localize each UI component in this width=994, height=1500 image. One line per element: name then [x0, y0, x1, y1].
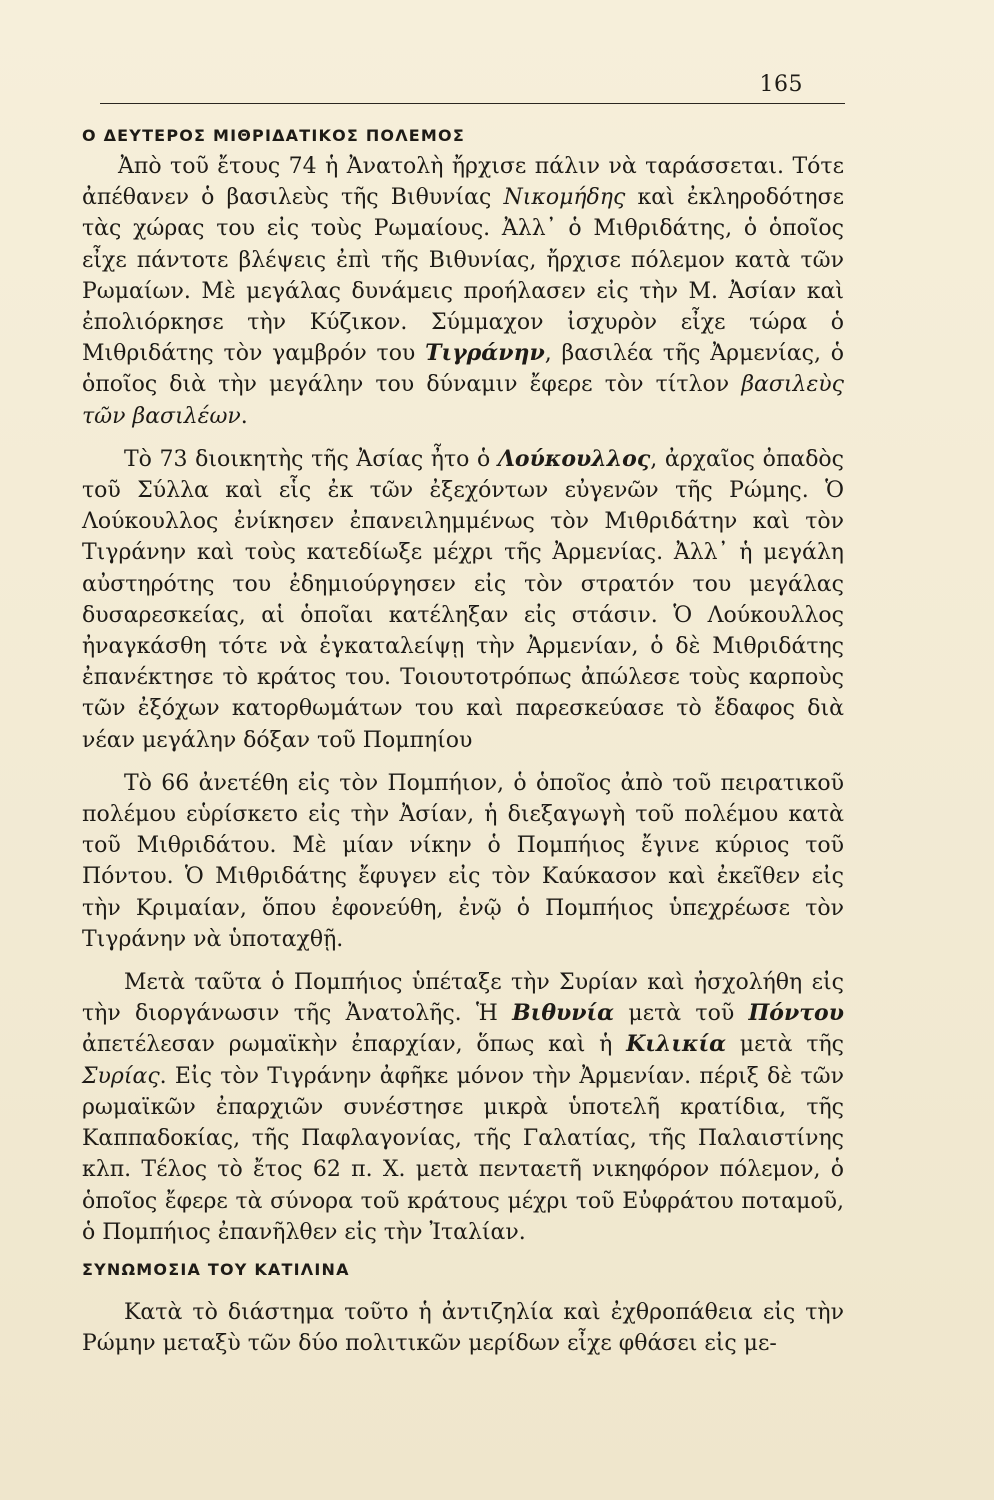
text-run: Τὸ 73 διοικητὴς τῆς Ἀσίας ἦτο ὁ	[124, 446, 498, 472]
text-run: Τὸ 66 ἀνετέθη εἰς τὸν Πομπήιον, ὁ ὁποῖος ἀπὸ τοῦ πειρατικοῦ πολέμου εὑρίσκετο εἰς τὴν Ἀσίαν, ἡ διεξαγωγὴ τοῦ πολέμου κατὰ τοῦ Μιθριδάτου. Μὲ μίαν νίκην ὁ Πομπήιος ἔγινε κύριος τοῦ Πόντου. Ὁ Μιθριδάτης ἔφυγεν εἰς τὸν Καύκασον καὶ ἐκεῖθεν εἰς τὴν Κριμαίαν, ὅπου ἐφονεύθη, ἐνῷ ὁ Πομπήιος ὑπεχρέωσε τὸν Τιγράνην νὰ ὑποταχθῇ.	[82, 770, 844, 952]
emphasized-text: Λούκουλλος	[497, 445, 651, 472]
text-run: , βασιλέα τῆς Ἀρμενίας, ὁ ὁποῖος διὰ τὴν μεγάλην του δύναμιν ἔφερε τὸν τίτλον	[82, 341, 844, 398]
text-run: , ἀρχαῖος ὀπαδὸς τοῦ Σύλλα καὶ εἷς ἐκ τῶν ἐξεχόντων εὐγενῶν τῆς Ρώμης. Ὁ Λούκουλλος ἐνίκησεν ἐπανειλημμένως τὸν Μιθριδάτην καὶ τὸν Τιγράνην καὶ τοὺς κατεδίωξε μέχρι τῆς Ἀρμενίας. Ἀλλ᾽ ἡ μεγάλη αὐστηρότης του ἐδημιούργησεν εἰς τὸν στρατόν του μεγάλας δυσαρεσκείας, αἱ ὁποῖαι κατέληξαν εἰς στάσιν. Ὁ Λούκουλλος ἠναγκάσθη τότε νὰ ἐγκαταλείψῃ τὴν Ἀρμενίαν, ὁ δὲ Μιθριδάτης ἐπανέκτησε τὸ κράτος του. Τοιουτοτρόπως ἀπώλεσε τοὺς καρποὺς τῶν ἐξόχων κατορθωμάτων του καὶ παρεσκεύασε τὸ ἔδαφος διὰ νέαν μεγάλην δόξαν τοῦ Πομπηίου	[82, 446, 845, 753]
page-header	[100, 70, 845, 104]
emphasized-text: Τιγράνην	[425, 340, 545, 367]
paragraph	[82, 768, 844, 955]
emphasized-text: Κιλικία	[626, 1031, 727, 1058]
emphasized-text: Συρίας	[82, 1063, 160, 1089]
text-run: ἀπετέλεσαν ρωμαϊκὴν ἐπαρχίαν, ὅπως καὶ ἡ	[82, 1032, 627, 1058]
page-number: 165	[759, 72, 803, 97]
text-run: Κατὰ τὸ διάστημα τοῦτο ἡ ἀντιζηλία καὶ ἐχθροπάθεια εἰς τὴν Ρώμην μεταξὺ τῶν δύο πολιτικῶν μερίδων εἶχε φθάσει εἰς με-	[82, 1299, 844, 1357]
text-run: μετὰ τοῦ	[614, 1001, 749, 1027]
text-run: μετὰ τῆς	[726, 1032, 844, 1058]
section-heading-mithridatic-war: Ο ΔΕΥΤΕΡΟΣ ΜΙΘΡΙΔΑΤΙΚΟΣ ΠΟΛΕΜΟΣ	[82, 126, 465, 145]
text-run: Μετὰ ταῦτα ὁ Πομπήιος ὑπέταξε τὴν Συρίαν καὶ ἠσχολήθη εἰς τὴν διοργάνωσιν τῆς Ἀνατολῆς. Ἡ	[82, 970, 844, 1027]
section-heading-catiline-conspiracy: ΣΥΝΩΜΟΣΙΑ ΤΟΥ ΚΑΤΙΛΙΝΑ	[82, 1259, 350, 1279]
emphasized-text: βασιλεὺς τῶν βασιλέων	[82, 372, 844, 429]
paragraph	[82, 1297, 844, 1359]
paragraph	[82, 967, 844, 1248]
emphasized-text: Βιθυνία	[512, 1000, 615, 1027]
text-run: .	[240, 403, 248, 429]
emphasized-text: Πόντου	[748, 1000, 844, 1027]
text-run: . Εἰς τὸν Τιγράνην ἀφῆκε μόνον τὴν Ἀρμενίαν. πέριξ δὲ τῶν ρωμαϊκῶν ἐπαρχιῶν συνέστησε μικρὰ ὑποτελῆ κρατίδια, τῆς Καππαδοκίας, τῆς Παφλαγονίας, τῆς Γαλατίας, τῆς Παλαιστίνης κλπ. Τέλος τὸ ἔτος 62 π. Χ. μετὰ πενταετῆ νικηφόρον πόλεμον, ὁ ὁποῖος ἔφερε τὰ σύνορα τοῦ κράτους μέχρι τοῦ Εὐφράτου ποταμοῦ, ὁ Πομπήιος ἐπανῆλθεν εἰς τὴν Ἰταλίαν.	[82, 1063, 844, 1245]
emphasized-text: Νικομήδης	[503, 185, 626, 211]
text-run: Ἀπὸ τοῦ ἔτους 74 ἡ Ἀνατολὴ ἤρχισε πάλιν νὰ ταράσσεται. Τότε ἀπέθανεν ὁ βασιλεὺς τῆς Βιθυνίας	[82, 154, 844, 211]
header-rule	[100, 103, 845, 104]
page-content	[82, 126, 844, 1371]
paragraph	[82, 444, 844, 756]
paragraph	[82, 151, 844, 432]
text-run: καὶ ἐκληροδότησε τὰς χώρας του εἰς τοὺς Ρωμαίους. Ἀλλ᾽ ὁ Μιθριδάτης, ὁ ὁποῖος εἶχε πάντοτε βλέψεις ἐπὶ τῆς Βιθυνίας, ἤρχισε πόλεμον κατὰ τῶν Ρωμαίων. Μὲ μεγάλας δυνάμεις προήλασεν εἰς τὴν Μ. Ἀσίαν καὶ ἐπολιόρκησε τὴν Κύζικον. Σύμμαχον ἰσχυρὸν εἶχε τώρα ὁ Μιθριδάτης τὸν γαμβρόν του	[82, 185, 844, 367]
